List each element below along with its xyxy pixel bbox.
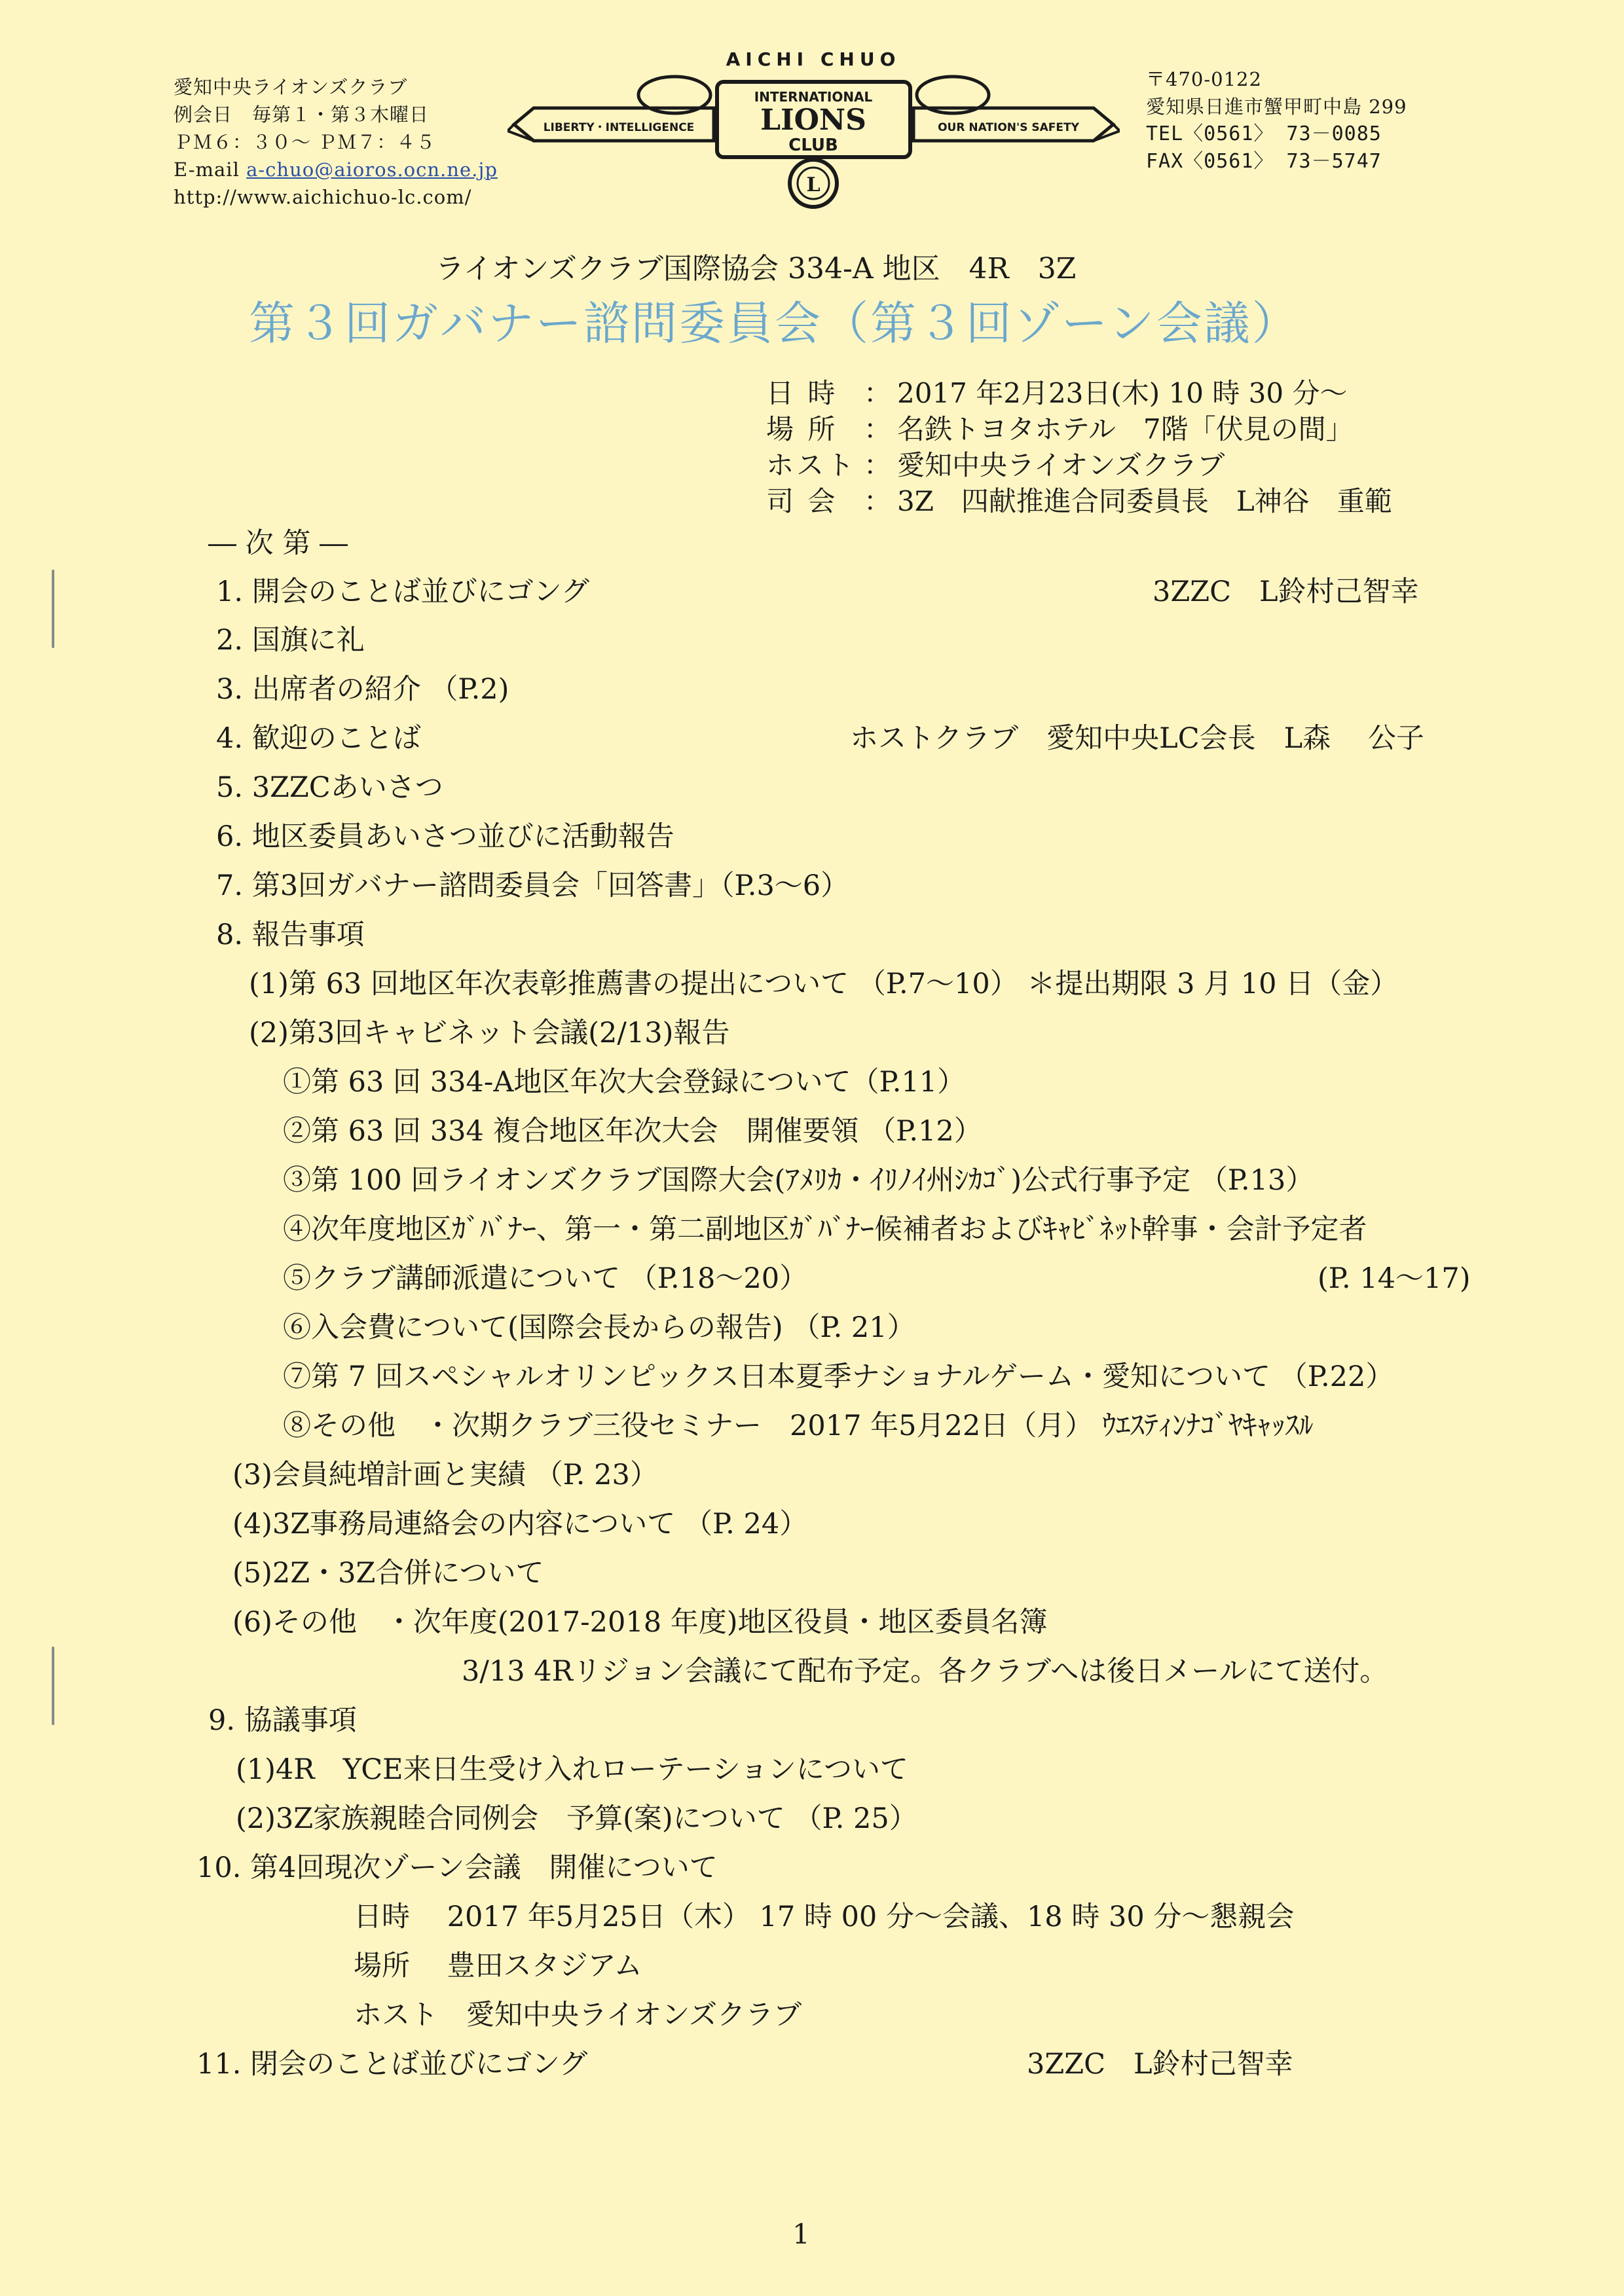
agenda-detail: 場所 豊田スタジアム (354, 1950, 642, 1982)
agenda-item: 2. 国旗に礼 (216, 624, 365, 657)
club-contact-block (174, 73, 498, 211)
meeting-info (766, 372, 1392, 516)
svg-text:LIONS: LIONS (760, 103, 866, 137)
info-label: ホスト (766, 449, 857, 481)
info-value: 名鉄トヨタホテル 7階「伏見の間」 (897, 413, 1354, 445)
agenda-subitem: (2)第3回キャビネット会議(2/13)報告 (249, 1017, 730, 1049)
agenda-subitem: (2)3Z家族親睦合同例会 予算(案)について （P. 25） (236, 1802, 917, 1835)
agenda-item: 6. 地区委員あいさつ並びに活動報告 (216, 820, 674, 853)
agenda-item-right: 3ZZC L鈴村己智幸 (1027, 2048, 1293, 2081)
agenda-subitem: (6)その他 ・次年度(2017-2018 年度)地区役員・地区委員名簿 (232, 1606, 1048, 1639)
agenda-subitem: (4)3Z事務局連絡会の内容について （P. 24） (232, 1508, 808, 1540)
info-label: 日 時 (766, 377, 838, 409)
info-value: 3Z 四献推進合同委員長 L神谷 重範 (897, 485, 1392, 517)
agenda-subsubitem: ③第 100 回ライオンズクラブ国際大会(ｱﾒﾘｶ・ｲﾘﾉｲ州ｼｶｺﾞ)公式行事予定 （P.13） (283, 1164, 1314, 1197)
agenda-subitem: (3)会員純増計画と実績 （P. 23） (232, 1459, 658, 1491)
agenda-item: 9. 協議事項 (208, 1704, 357, 1737)
agenda-subitem: (1)第 63 回地区年次表彰推薦書の提出について （P.7～10） ＊提出期限 3 月 10 日（金） (249, 968, 1399, 1000)
agenda-subsubitem: ②第 63 回 334 複合地区年次大会 開催要領 （P.12） (283, 1115, 982, 1148)
agenda-subitem: (1)4R YCE来日生受け入れローテーションについて (236, 1753, 908, 1786)
agenda-item-right: ホストクラブ 愛知中央LC会長 L森 公子 (850, 722, 1424, 755)
agenda-item: 10. 第4回現次ゾーン会議 開催について (196, 1851, 718, 1884)
agenda-heading: ― 次 第 ― (208, 527, 348, 560)
agenda-subsubitem: ⑦第 7 回スペシャルオリンピックス日本夏季ナショナルゲーム・愛知について （P.22） (283, 1360, 1394, 1393)
agenda-note: 3/13 4Rリジョン会議にて配布予定。各クラブへは後日メールにて送付。 (462, 1655, 1388, 1688)
agenda-item: 1. 開会のことば並びにゴング (216, 575, 589, 608)
agenda-item: 3. 出席者の紹介 （P.2) (216, 673, 509, 706)
svg-text:CLUB: CLUB (788, 136, 838, 155)
address: 愛知県日進市蟹甲町中島 299 (1146, 96, 1407, 118)
agenda-subsubitem: ⑧その他 ・次期クラブ三役セミナー 2017 年5月22日（月） ｳｴｽﾃｨﾝﾅｺﾞﾔｷｬｯｽﾙ (283, 1410, 1314, 1442)
info-row-venue: 場 所 ： 名鉄トヨタホテル 7階「伏見の間」 (766, 408, 1392, 444)
meeting-days: 例会日 毎第１・第３木曜日 (174, 103, 430, 126)
agenda-subsubitem: ⑥入会費について(国際会長からの報告) （P. 21） (283, 1311, 915, 1344)
page-number: 1 (792, 2218, 810, 2250)
agenda-item: 8. 報告事項 (216, 919, 365, 951)
agenda-subsubitem: ④次年度地区ｶﾞﾊﾞﾅｰ、第一・第二副地区ｶﾞﾊﾞﾅｰ候補者およびｷｬﾋﾞﾈｯﾄ幹事・会計予定者 (283, 1213, 1367, 1246)
svg-text:AICHI CHUO: AICHI CHUO (726, 48, 901, 70)
website-link[interactable]: http://www.aichichuo-lc.com/ (174, 186, 472, 208)
agenda-item-right: 3ZZC L鈴村己智幸 (1153, 575, 1419, 608)
agenda-detail: ホスト 愛知中央ライオンズクラブ (354, 1999, 802, 2032)
district-subtitle: ライオンズクラブ国際協会 334-A 地区 4R 3Z (435, 252, 1077, 285)
email-label: E-mail (174, 158, 247, 181)
agenda-item: 11. 閉会のことば並びにゴング (196, 2048, 588, 2081)
email-link[interactable]: a-chuo@aioros.ocn.ne.jp (246, 158, 498, 181)
agenda-item: 4. 歓迎のことば (216, 722, 421, 755)
agenda-subitem: (5)2Z・3Z合併について (232, 1557, 544, 1590)
agenda-detail: 日時 2017 年5月25日（木） 17 時 00 分～会議、18 時 30 分～懇親会 (354, 1901, 1295, 1933)
info-row-datetime: 日 時 ： 2017 年2月23日(木) 10 時 30 分～ (766, 372, 1392, 408)
info-label: 場 所 (766, 413, 838, 445)
tel: TEL〈0561〉 73－0085 (1146, 122, 1382, 145)
svg-text:OUR NATION'S SAFETY: OUR NATION'S SAFETY (938, 121, 1079, 134)
info-row-mc: 司 会 ： 3Z 四献推進合同委員長 L神谷 重範 (766, 480, 1392, 516)
info-label: 司 会 (766, 485, 838, 517)
lions-club-logo (507, 46, 1120, 210)
agenda-subsubitem: ⑤クラブ講師派遣について （P.18～20） (283, 1262, 808, 1295)
info-value: 2017 年2月23日(木) 10 時 30 分～ (897, 377, 1348, 409)
info-value: 愛知中央ライオンズクラブ (897, 449, 1225, 481)
agenda-item-right: (P. 14～17) (1318, 1262, 1471, 1295)
info-row-host: ホスト ： 愛知中央ライオンズクラブ (766, 444, 1392, 480)
staple-mark-top (52, 570, 54, 648)
agenda-item: 7. 第3回ガバナー諮問委員会「回答書」（P.3～6） (216, 869, 849, 902)
page-title: 第３回ガバナー諮問委員会（第３回ゾーン会議） (249, 297, 1300, 350)
meeting-time: ＰＭ６：３０～ ＰＭ７：４５ (174, 131, 436, 153)
svg-text:LIBERTY・INTELLIGENCE: LIBERTY・INTELLIGENCE (543, 121, 695, 134)
svg-text:L: L (806, 173, 821, 196)
email-line (174, 156, 498, 183)
staple-mark-bottom (52, 1647, 54, 1725)
agenda-subsubitem: ①第 63 回 334-A地区年次大会登録について（P.11） (283, 1066, 966, 1099)
address-block (1146, 65, 1407, 175)
svg-text:INTERNATIONAL: INTERNATIONAL (754, 89, 873, 105)
agenda-item: 5. 3ZZCあいさつ (216, 771, 443, 804)
club-name: 愛知中央ライオンズクラブ (174, 76, 408, 98)
postal-code: 〒470-0122 (1146, 68, 1262, 90)
fax: FAX〈0561〉 73－5747 (1146, 150, 1382, 173)
